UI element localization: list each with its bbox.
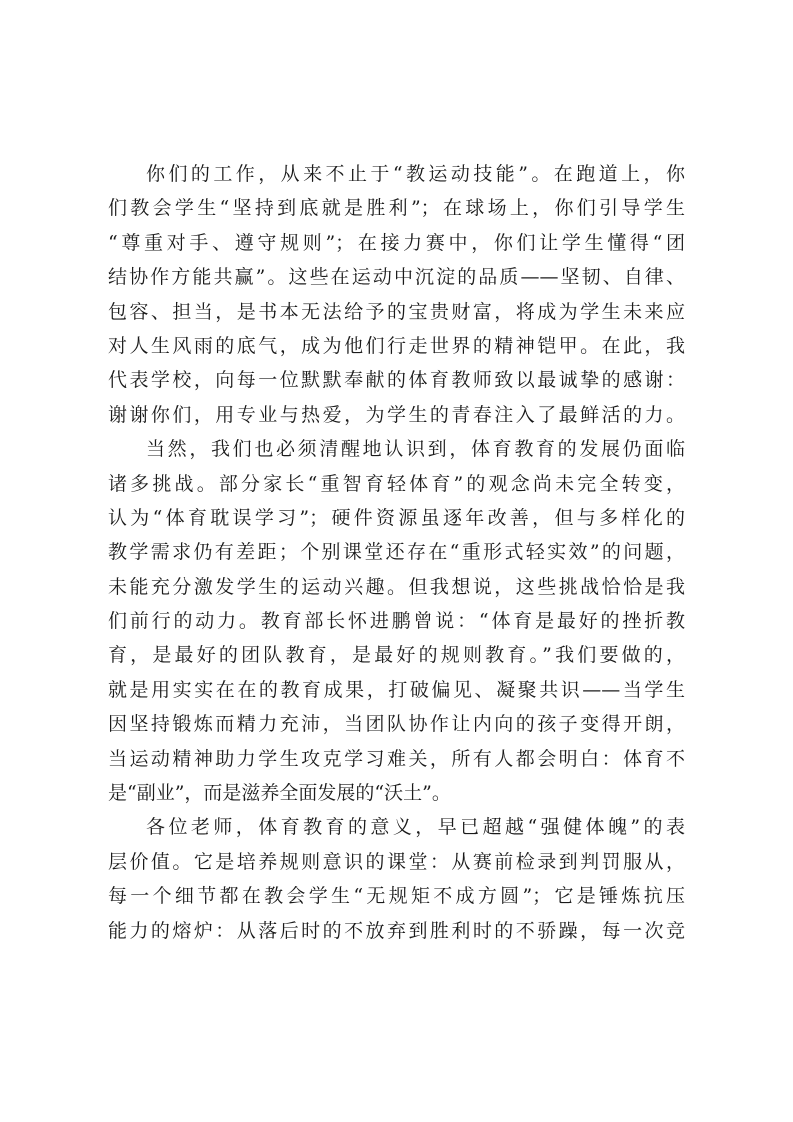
- text-line: 育，是最好的团队教育，是最好的规则教育。”我们要做的，: [108, 644, 685, 667]
- text-line: 你们的工作，从来不止于“教运动技能”。在跑道上，你: [146, 163, 685, 185]
- text-line: 因坚持锻炼而精力充沛，当团队协作让内向的孩子变得开朗，: [108, 713, 685, 736]
- text-line: 代表学校，向每一位默默奉献的体育教师致以最诚挚的感谢：: [108, 369, 685, 392]
- text-line: 能力的熔炉：从落后时的不放弃到胜利时的不骄躁，每一次竞: [108, 919, 685, 942]
- text-line: 包容、担当，是书本无法给予的宝贵财富，将成为学生未来应: [108, 300, 685, 323]
- text-line: 结协作方能共赢”。这些在运动中沉淀的品质——坚韧、自律、: [108, 266, 685, 289]
- text-line: 每一个细节都在教会学生“无规矩不成方圆”；它是锤炼抗压: [108, 885, 685, 908]
- paragraph-gratitude: [108, 157, 685, 432]
- document-page: [108, 157, 685, 948]
- text-line: 是“副业”，而是滋养全面发展的“沃土”。: [108, 782, 451, 805]
- text-line: 当运动精神助力学生攻克学习难关，所有人都会明白：体育不: [108, 747, 685, 770]
- paragraph-challenges: [108, 432, 685, 810]
- text-line: 未能充分激发学生的运动兴趣。但我想说，这些挑战恰恰是我: [108, 575, 685, 598]
- text-line: 层价值。它是培养规则意识的课堂：从赛前检录到判罚服从，: [108, 850, 685, 873]
- text-line: 谢谢你们，用专业与热爱，为学生的青春注入了最鲜活的力。: [108, 403, 685, 426]
- text-line: 教学需求仍有差距；个别课堂还存在“重形式轻实效”的问题，: [108, 541, 685, 564]
- text-line: “尊重对手、遵守规则”；在接力赛中，你们让学生懂得“团: [108, 231, 685, 254]
- text-line: 们前行的动力。教育部长怀进鹏曾说：“体育是最好的挫折教: [108, 610, 685, 633]
- text-line: 对人生风雨的底气，成为他们行走世界的精神铠甲。在此，我: [108, 334, 685, 357]
- text-line: 认为“体育耽误学习”；硬件资源虽逐年改善，但与多样化的: [108, 506, 685, 529]
- text-line: 们教会学生“坚持到底就是胜利”；在球场上，你们引导学生: [108, 197, 685, 220]
- text-line: 各位老师，体育教育的意义，早已超越“强健体魄”的表: [146, 816, 685, 839]
- paragraph-meaning: [108, 810, 685, 948]
- text-line: 就是用实实在在的教育成果，打破偏见、凝聚共识——当学生: [108, 678, 685, 701]
- text-line: 当然，我们也必须清醒地认识到，体育教育的发展仍面临: [146, 438, 685, 461]
- text-line: 诸多挑战。部分家长“重智育轻体育”的观念尚未完全转变，: [108, 472, 685, 495]
